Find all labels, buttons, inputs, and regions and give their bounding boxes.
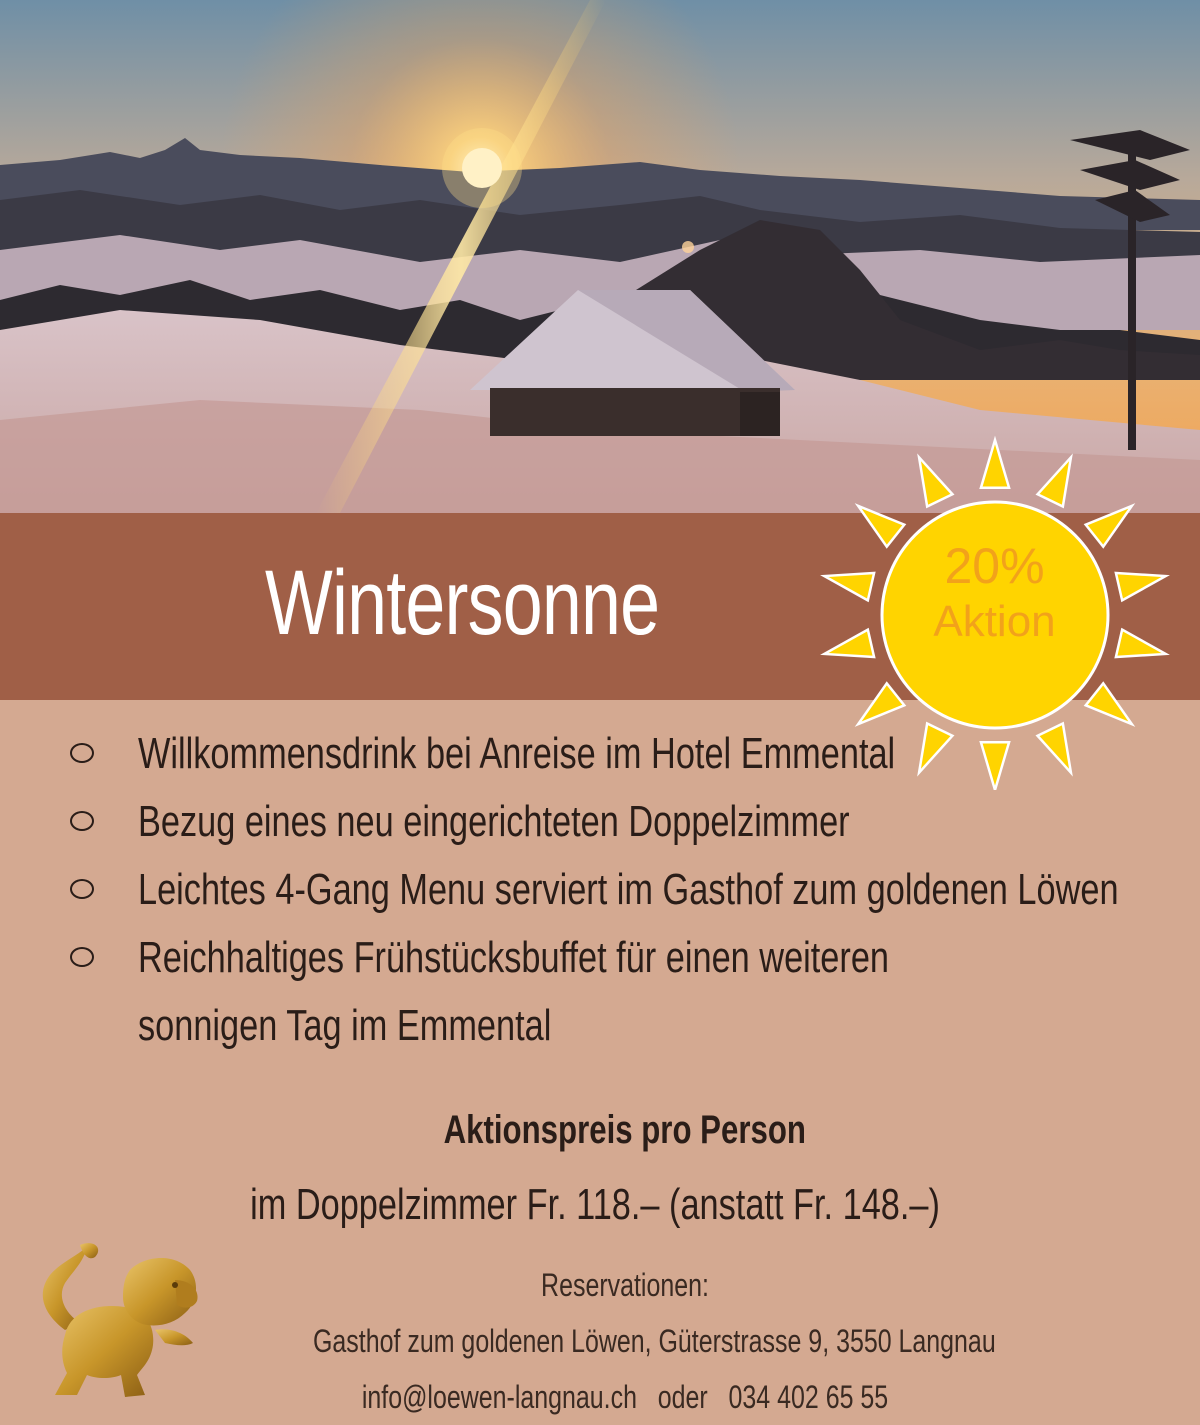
contact-heading: Reservationen: — [541, 1267, 709, 1303]
sun-ray — [1116, 573, 1166, 600]
list-item: Reichhaltiges Frühstücksbuffet für einen weiteren sonnigen Tag im Emmental — [60, 924, 1140, 1060]
list-item: Leichtes 4-Gang Menu serviert im Gasthof zum goldenen Löwen — [60, 856, 1140, 924]
discount-badge — [882, 535, 1107, 647]
sun-ray — [824, 573, 874, 600]
contact-block — [225, 1257, 1025, 1425]
sun-ray — [1086, 683, 1132, 724]
feature-list — [60, 720, 1140, 1060]
discount-percent: 20% — [944, 538, 1045, 594]
sun-ray — [1116, 630, 1166, 657]
sun-ray — [981, 440, 1009, 488]
circle-bullet-icon — [70, 811, 94, 831]
sun-ray — [824, 630, 874, 657]
price-line: im Doppelzimmer Fr. 118.– (anstatt Fr. 148.–) — [250, 1180, 940, 1229]
sun-ray — [1038, 457, 1071, 506]
discount-label: Aktion — [933, 597, 1056, 646]
contact-address: Gasthof zum goldenen Löwen, Güterstrasse 9, 3550 Langnau — [313, 1323, 996, 1359]
page-title: Wintersonne — [265, 552, 660, 654]
golden-lion-logo-icon — [25, 1235, 205, 1410]
sun-ray — [919, 457, 952, 506]
contact-email-phone: info@loewen-langnau.ch oder 034 402 65 55 — [361, 1379, 889, 1415]
sun-ray — [858, 683, 904, 724]
price-label: Aktionspreis pro Person — [443, 1108, 806, 1152]
list-item: Willkommensdrink bei Anreise im Hotel Emmental — [60, 720, 1140, 788]
circle-bullet-icon — [70, 947, 94, 967]
list-item: Bezug eines neu eingerichteten Doppelzimmer — [60, 788, 1140, 856]
circle-bullet-icon — [70, 743, 94, 763]
circle-bullet-icon — [70, 879, 94, 899]
